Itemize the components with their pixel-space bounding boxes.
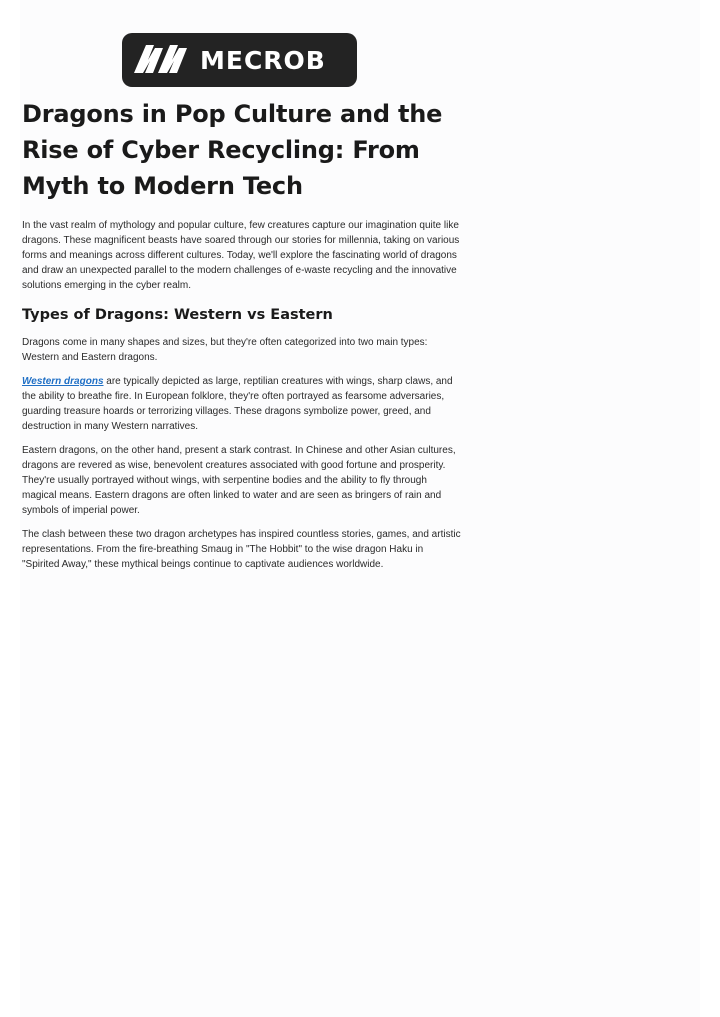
- mecrob-logo[interactable]: [122, 33, 357, 87]
- intro-paragraph: In the vast realm of mythology and popular culture, few creatures capture our imagination quite like dragons. These magnificent beasts have soared through our stories for millennia, taking on various forms and meanings across different cultures. Today, we'll explore the fascinating world of dragons and draw an unexpected parallel to the modern challenges of e-waste recycling and the innovative solutions emerging in the cyber realm.: [22, 220, 460, 291]
- paragraph-clash: The clash between these two dragon archetypes has inspired countless stories, games, and artistic representations. From the fire-breathing Smaug in "The Hobbit" to the wise dragon Haku in "Spirited Away," these mythical beings continue to captivate audiences worldwide.: [22, 529, 461, 570]
- paragraph-western: [22, 374, 462, 434]
- western-dragons-link[interactable]: Western dragons: [22, 376, 104, 387]
- paragraph-eastern: Eastern dragons, on the other hand, present a stark contrast. In Chinese and other Asian cultures, dragons are revered as wise, benevolent creatures associated with good fortune and prosperity. They're usually portrayed without wings, with serpentine bodies and the ability to fly through magical means. Eastern dragons are often linked to water and are seen as bringers of rain and symbols of imperial power.: [22, 445, 456, 516]
- article: [22, 96, 462, 581]
- paragraph-types: Dragons come in many shapes and sizes, but they're often categorized into two main types: Western and Eastern dragons.: [22, 337, 428, 363]
- article-title: Dragons in Pop Culture and the Rise of Cyber Recycling: From Myth to Modern Tech: [22, 100, 443, 200]
- paragraph-western-text: are typically depicted as large, reptilian creatures with wings, sharp claws, and the ability to breathe fire. In European folklore, they're often portrayed as fearsome adversaries, guarding treasure hoards or terrorizing villages. These dragons symbolize power, greed, and destruction in many Western narratives.: [22, 376, 453, 432]
- section-heading: Types of Dragons: Western vs Eastern: [22, 307, 333, 323]
- mecrob-mark-icon: [132, 40, 194, 80]
- logo-text: MECROB: [200, 45, 326, 75]
